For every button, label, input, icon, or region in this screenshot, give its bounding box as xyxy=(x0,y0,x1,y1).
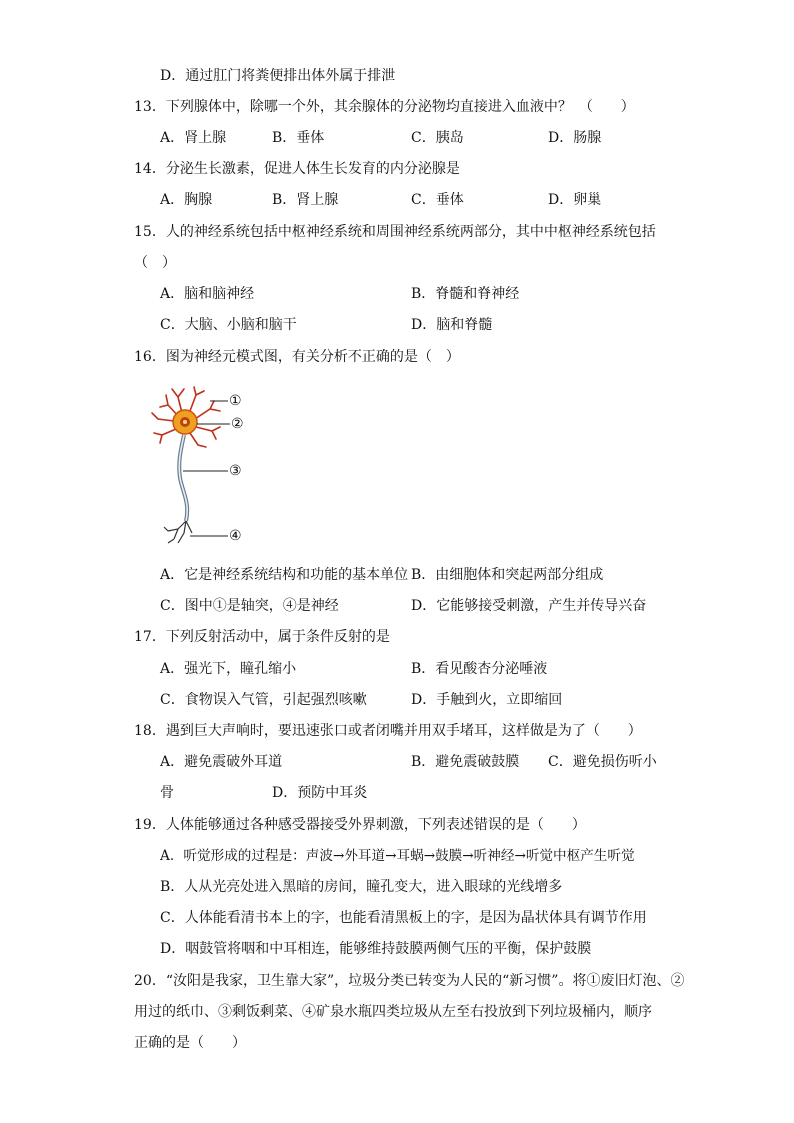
q19-option-c: C．人体能看清书本上的字，也能看清黑板上的字，是因为晶状体具有调节作用 xyxy=(160,910,647,926)
q18-stem: 18．遇到巨大声响时，要迅速张口或者闭嘴并用双手堵耳，这样做是为了（ ） xyxy=(134,723,642,739)
q18-option-d: D．预防中耳炎 xyxy=(272,785,368,801)
figure-label-2: ② xyxy=(231,416,244,432)
q13-stem: 13．下列腺体中，除哪一个外，其余腺体的分泌物均直接进入血液中？ （ ） xyxy=(134,99,635,115)
q19-stem: 19．人体能够通过各种感受器接受外界刺激，下列表述错误的是（ ） xyxy=(134,817,586,833)
q17-option-c: C．食物误入气管，引起强烈咳嗽 xyxy=(160,692,367,708)
q13-option-a: A．肾上腺 xyxy=(160,130,227,146)
q14-stem: 14．分泌生长激素，促进人体生长发育的内分泌腺是 xyxy=(134,161,460,177)
q18-option-a: A．避免震破外耳道 xyxy=(160,754,283,770)
q16-option-c: C．图中①是轴突，④是神经 xyxy=(160,598,339,614)
q17-stem: 17．下列反射活动中，属于条件反射的是 xyxy=(134,629,390,645)
figure-label-1: ① xyxy=(229,393,242,409)
q14-option-d: D．卵巢 xyxy=(548,192,602,208)
q15-option-d: D．脑和脊髓 xyxy=(411,317,493,333)
q20-stem-line1: 20．“汝阳是我家，卫生靠大家”，垃圾分类已转变为人民的“新习惯”。将①废旧灯泡、② xyxy=(134,973,685,989)
q19-option-b: B．人从光亮处进入黑暗的房间，瞳孔变大，进入眼球的光线增多 xyxy=(160,879,563,895)
q13-option-d: D．肠腺 xyxy=(548,130,602,146)
q13-option-c: C．胰岛 xyxy=(411,130,464,146)
figure-label-4: ④ xyxy=(229,528,242,544)
figure-label-3: ③ xyxy=(229,463,242,479)
q15-stem-line1: 15．人的神经系统包括中枢神经系统和周围神经系统两部分，其中中枢神经系统包括 xyxy=(134,224,656,240)
q19-option-a: A．听觉形成的过程是：声波→外耳道→耳蜗→鼓膜→听神经→听觉中枢产生听觉 xyxy=(160,848,635,864)
q15-option-b: B．脊髓和脊神经 xyxy=(411,286,520,302)
q20-stem-line3: 正确的是（ ） xyxy=(134,1035,246,1051)
axon-terminals xyxy=(164,521,192,543)
q14-option-a: A．胸腺 xyxy=(160,192,213,208)
neuron-diagram xyxy=(150,383,260,548)
q16-option-d: D．它能够接受刺激，产生并传导兴奋 xyxy=(411,598,647,614)
q15-stem-line2: （ ） xyxy=(134,255,176,271)
q14-option-c: C．垂体 xyxy=(411,192,464,208)
q14-option-b: B．肾上腺 xyxy=(272,192,339,208)
q16-stem: 16．图为神经元模式图，有关分析不正确的是（ ） xyxy=(134,349,460,365)
q16-option-b: B．由细胞体和突起两部分组成 xyxy=(411,567,604,583)
q18-option-c: C．避免损伤听小 xyxy=(548,754,657,770)
q19-option-d: D．咽鼓管将咽和中耳相连，能够维持鼓膜两侧气压的平衡，保护鼓膜 xyxy=(160,941,592,957)
q17-option-a: A．强光下，瞳孔缩小 xyxy=(160,661,297,677)
q17-option-d: D．手触到火，立即缩回 xyxy=(411,692,563,708)
q12-option-d: D．通过肛门将粪便排出体外属于排泄 xyxy=(160,68,396,84)
q15-option-a: A．脑和脑神经 xyxy=(160,286,255,302)
nucleolus xyxy=(183,420,187,424)
q18-option-c-wrap: 骨 xyxy=(160,785,174,801)
q17-option-b: B．看见酸杏分泌唾液 xyxy=(411,661,548,677)
q15-option-c: C．大脑、小脑和脑干 xyxy=(160,317,297,333)
q13-option-b: B．垂体 xyxy=(272,130,325,146)
q18-option-b: B．避免震破鼓膜 xyxy=(411,754,520,770)
q16-option-a: A．它是神经系统结构和功能的基本单位 xyxy=(160,567,409,583)
q20-stem-line2: 用过的纸巾、③剩饭剩菜、④矿泉水瓶四类垃圾从左至右投放到下列垃圾桶内，顺序 xyxy=(134,1004,652,1020)
